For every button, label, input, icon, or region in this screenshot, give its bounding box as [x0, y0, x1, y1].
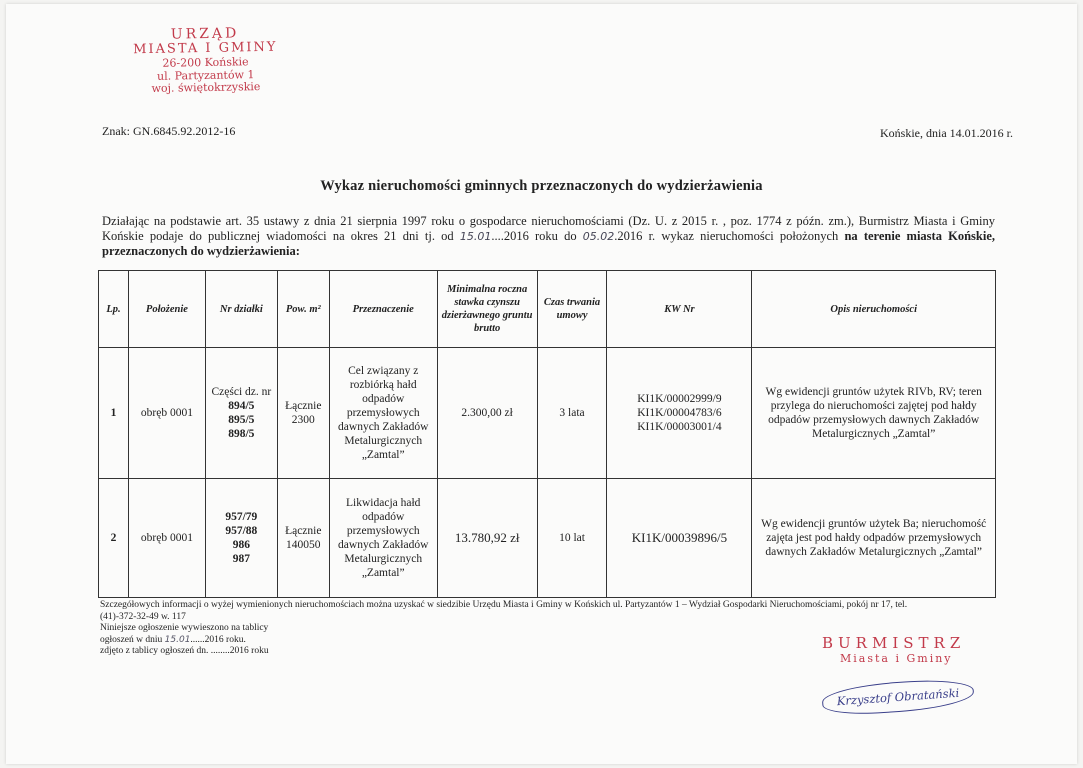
handwritten-from-date: 15.01	[459, 230, 492, 243]
document-date: Końskie, dnia 14.01.2016 r.	[880, 126, 1013, 140]
stamp-line-1: URZĄD	[170, 25, 240, 43]
plot-prefix: Części dz. nr	[211, 386, 272, 398]
mayor-signature: Krzysztof Obratański	[821, 677, 975, 718]
footer-removed: zdjęto z tablicy ogłoszeń dn. ........2016 roku	[100, 646, 269, 656]
mayor-stamp-title: BURMISTRZ	[822, 634, 966, 652]
cell-plot	[205, 348, 277, 479]
header-rent: Minimalna roczna stawka czynszu dzierżawnego gruntu brutto	[437, 271, 537, 348]
cell-term: 10 lat	[537, 479, 607, 598]
intro-text-1: Działając na podstawie art. 35 ustawy z dnia 21 sierpnia 1997 roku o gospodarce nieruchomościami (Dz. U. z 2015 r. , poz. 1774 z późn. zm.), Burmistrz Miasta i Gminy Końskie podaje do publicznej wiadomości na okres 21 dni tj. od	[102, 214, 995, 243]
cell-term: 3 lata	[537, 348, 607, 479]
header-term: Czas trwania umowy	[537, 271, 607, 348]
stamp-line-3: 26-200 Końskie	[162, 55, 249, 70]
mayor-stamp	[822, 634, 992, 665]
reference-number: Znak: GN.6845.92.2012-16	[102, 124, 236, 138]
footer-posted: Niniejsze ogłoszenie wywieszono na tablicy	[100, 623, 269, 633]
cell-area: Łącznie 140050	[277, 479, 329, 598]
cell-lp: 2	[99, 479, 129, 598]
mayor-stamp-subtitle: Miasta i Gminy	[840, 652, 953, 665]
cell-purpose: Likwidacja hałd odpadów przemysłowych dawnych Zakładów Metalurgicznych „Zamtal”	[329, 479, 437, 598]
plot-numbers: 957/79 957/88 986 987	[225, 511, 258, 565]
office-stamp	[117, 24, 293, 96]
footer-notes	[100, 600, 930, 658]
cell-location: obręb 0001	[128, 348, 205, 479]
plot-numbers: 894/5 895/5 898/5	[228, 400, 255, 440]
intro-text-2: ....2016 roku do	[491, 229, 577, 243]
cell-rent: 13.780,92 zł	[437, 479, 537, 598]
stamp-line-5: woj. świętokrzyskie	[151, 80, 261, 96]
header-lp: Lp.	[99, 271, 129, 348]
stamp-line-2: MIASTA I GMINY	[133, 39, 278, 58]
cell-rent: 2.300,00 zł	[437, 348, 537, 479]
footer-info: Szczegółowych informacji o wyżej wymienionych nieruchomościach można uzyskać w siedzibie Urzędu Miasta i Gminy w Końskich ul. Partyzantów 1 – Wydział Gospodarki Nieruchomościami, pokój nr 17, tel. (41)-372-32-49 w. 117	[100, 600, 908, 622]
header-purpose: Przeznaczenie	[329, 271, 437, 348]
cell-location: obręb 0001	[128, 479, 205, 598]
footer-posted-label: ogłoszeń w dniu	[100, 634, 163, 645]
stamp-line-4: ul. Partyzantów 1	[156, 67, 255, 83]
cell-description: Wg ewidencji gruntów użytek Ba; nieruchomość zajęta jest pod hałdy odpadów przemysłowych dawnych Zakładów Metalurgicznych „Zamtal”	[752, 479, 996, 598]
header-plot: Nr działki	[205, 271, 277, 348]
handwritten-posted-date: 15.01	[164, 634, 191, 645]
header-kw: KW Nr	[607, 271, 752, 348]
cell-description: Wg ewidencji gruntów użytek RIVb, RV; teren przylega do nieruchomości zajętej pod hałdy odpadów przemysłowych dawnych Zakładów Metalurgicznych „Zamtal”	[752, 348, 996, 479]
cell-lp: 1	[99, 348, 129, 479]
header-description: Opis nieruchomości	[752, 271, 996, 348]
cell-plot	[205, 479, 277, 598]
header-area: Pow. m²	[277, 271, 329, 348]
footer-posted-suffix: ......2016 roku.	[190, 634, 246, 645]
table-header-row	[99, 271, 996, 348]
header-location: Położenie	[128, 271, 205, 348]
footer-posted-on	[100, 635, 930, 647]
intro-paragraph	[102, 214, 995, 259]
intro-text-3: .2016 r. wykaz nieruchomości położonych	[614, 229, 839, 243]
cell-area: Łącznie 2300	[277, 348, 329, 479]
property-table	[98, 270, 996, 598]
handwritten-to-date: 05.02	[582, 230, 615, 243]
cell-kw: KI1K/00002999/9 KI1K/00004783/6 KI1K/00003001/4	[607, 348, 752, 479]
table-row	[99, 479, 996, 598]
page-title: Wykaz nieruchomości gminnych przeznaczonych do wydzierżawienia	[320, 178, 763, 194]
table-row	[99, 348, 996, 479]
cell-purpose: Cel związany z rozbiórką hałd odpadów przemysłowych dawnych Zakładów Metalurgicznych „Zamtal”	[329, 348, 437, 479]
intro-bold-text: na terenie miasta Końskie, przeznaczonych do wydzierżawienia:	[102, 229, 996, 258]
cell-kw: KI1K/00039896/5	[607, 479, 752, 598]
